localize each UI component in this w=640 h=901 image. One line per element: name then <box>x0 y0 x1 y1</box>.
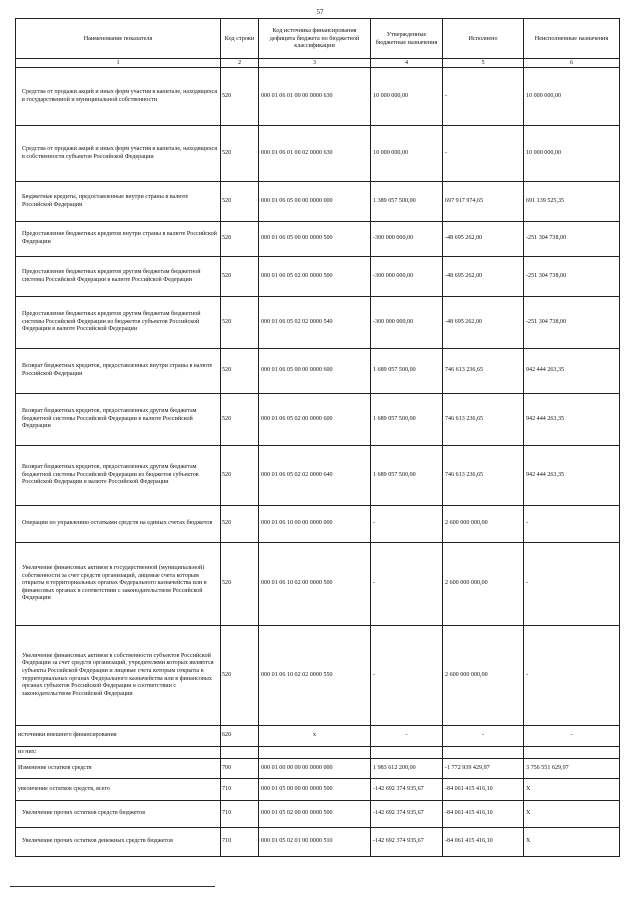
row-unexecuted: - <box>524 726 620 747</box>
row-name: Предоставление бюджетных кредитов другим бюджетам бюджетной системы Российской Федерации из бюджетов субъектов Российской Федерации в валюте Российской Федерации <box>16 297 221 349</box>
row-source-code: 000 01 05 00 00 00 0000 500 <box>259 779 371 801</box>
row-line-code: 520 <box>221 222 259 257</box>
table-row <box>16 626 620 726</box>
row-source-code: 000 01 06 05 02 02 0000 540 <box>259 297 371 349</box>
column-number: 3 <box>259 59 371 68</box>
table-row <box>16 257 620 297</box>
row-source-code: x <box>259 726 371 747</box>
row-approved: -142 692 374 935,67 <box>371 779 443 801</box>
row-source-code: 000 01 06 10 00 00 0000 000 <box>259 506 371 543</box>
budget-execution-table <box>15 18 620 857</box>
row-name: увеличение остатков средств, всего <box>16 779 221 801</box>
row-source-code: 000 01 06 01 00 00 0000 630 <box>259 68 371 126</box>
table-row <box>16 506 620 543</box>
row-line-code: 710 <box>221 779 259 801</box>
row-executed: - <box>443 126 524 182</box>
column-number: 1 <box>16 59 221 68</box>
row-name: Возврат бюджетных кредитов, предоставленных другим бюджетам бюджетной системы Российской Федерации в валюте Российской Федерации <box>16 394 221 446</box>
row-unexecuted: X <box>524 828 620 857</box>
column-number: 2 <box>221 59 259 68</box>
footer-rule <box>10 886 215 887</box>
row-approved: - <box>371 543 443 626</box>
row-name: Операции по управлению остатками средств на единых счетах бюджетов <box>16 506 221 543</box>
row-source-code: 000 01 06 05 00 00 0000 500 <box>259 222 371 257</box>
row-unexecuted: X <box>524 801 620 828</box>
row-line-code: 520 <box>221 68 259 126</box>
header-line-code: Код строки <box>221 19 259 59</box>
row-line-code: 520 <box>221 446 259 506</box>
row-name: Увеличение финансовых активов в собственности субъектов Российской Федерации за счет средств организаций, учредителями которых являются субъекты Российской Федерации и лицевые счета которым открыты в территориальных органах Федерального казначейства или в финансовых органах субъектов Российской Федерации в соответствии с законодательством Российской Федерации <box>16 626 221 726</box>
row-approved: 1 689 057 500,00 <box>371 446 443 506</box>
row-name: Увеличение прочих остатков денежных средств бюджетов <box>16 828 221 857</box>
row-source-code: 000 01 06 10 02 02 0000 550 <box>259 626 371 726</box>
table-row <box>16 126 620 182</box>
row-unexecuted: 691 139 525,35 <box>524 182 620 222</box>
row-line-code: 620 <box>221 726 259 747</box>
row-line-code: 520 <box>221 543 259 626</box>
row-line-code: 520 <box>221 506 259 543</box>
row-source-code: 000 01 06 05 00 00 0000 000 <box>259 182 371 222</box>
row-executed: - <box>443 68 524 126</box>
table-row <box>16 801 620 828</box>
row-line-code: 710 <box>221 801 259 828</box>
row-unexecuted: X <box>524 779 620 801</box>
row-unexecuted: 942 444 263,35 <box>524 349 620 394</box>
row-executed: -84 061 415 416,10 <box>443 779 524 801</box>
row-executed: -1 772 939 429,97 <box>443 759 524 779</box>
row-unexecuted: 10 000 000,00 <box>524 68 620 126</box>
row-executed: 746 613 236,65 <box>443 349 524 394</box>
row-approved: 1 389 057 500,00 <box>371 182 443 222</box>
row-line-code: 520 <box>221 297 259 349</box>
row-executed: 746 613 236,65 <box>443 394 524 446</box>
row-line-code: 520 <box>221 394 259 446</box>
row-name: источники внешнего финансирования <box>16 726 221 747</box>
row-name: Увеличение прочих остатков средств бюджетов <box>16 801 221 828</box>
row-name: Бюджетные кредиты, предоставленные внутри страны в валюте Российской Федерации <box>16 182 221 222</box>
row-executed: -48 695 262,00 <box>443 297 524 349</box>
row-source-code: 000 01 06 05 02 02 0000 640 <box>259 446 371 506</box>
row-unexecuted: - <box>524 626 620 726</box>
table-row <box>16 747 620 759</box>
row-source-code: 000 01 06 01 00 02 0000 630 <box>259 126 371 182</box>
page-number: 57 <box>316 8 324 16</box>
table-row <box>16 182 620 222</box>
row-executed: 746 613 236,65 <box>443 446 524 506</box>
row-executed: -48 695 262,00 <box>443 257 524 297</box>
row-unexecuted: 3 756 551 629,97 <box>524 759 620 779</box>
column-number: 6 <box>524 59 620 68</box>
row-executed: 2 600 000 000,00 <box>443 626 524 726</box>
header-name: Наименование показателя <box>16 19 221 59</box>
table-row <box>16 779 620 801</box>
row-unexecuted: 10 000 000,00 <box>524 126 620 182</box>
row-name: из них: <box>16 747 221 759</box>
table-row <box>16 726 620 747</box>
row-executed: 2 600 000 000,00 <box>443 506 524 543</box>
row-unexecuted: -251 304 738,00 <box>524 257 620 297</box>
row-executed: -84 061 415 416,10 <box>443 801 524 828</box>
row-source-code: 000 01 05 02 01 00 0000 510 <box>259 828 371 857</box>
row-approved: 1 689 057 500,00 <box>371 349 443 394</box>
row-line-code: 710 <box>221 828 259 857</box>
row-source-code: 000 01 06 05 02 00 0000 600 <box>259 394 371 446</box>
row-executed <box>443 747 524 759</box>
table-row <box>16 543 620 626</box>
table-row <box>16 759 620 779</box>
row-line-code: 520 <box>221 349 259 394</box>
row-name: Возврат бюджетных кредитов, предоставленных внутри страны в валюте Российской Федерации <box>16 349 221 394</box>
row-unexecuted: - <box>524 543 620 626</box>
column-number-row <box>16 59 620 68</box>
row-line-code: 520 <box>221 257 259 297</box>
row-approved: -142 692 374 935,67 <box>371 828 443 857</box>
row-unexecuted: -251 304 738,00 <box>524 297 620 349</box>
row-source-code <box>259 747 371 759</box>
row-executed: - <box>443 726 524 747</box>
header-row <box>16 19 620 59</box>
row-source-code: 000 01 00 00 00 00 0000 000 <box>259 759 371 779</box>
row-unexecuted: 942 444 263,35 <box>524 394 620 446</box>
row-name: Увеличение финансовых активов в государственной (муниципальной) собственности за счет средств организаций, лицевые счета которым открыты в территориальных органах Федерального казначейства или в финансовых органах в соответствии с законодательством Российской Федерации <box>16 543 221 626</box>
row-line-code: 700 <box>221 759 259 779</box>
header-approved: Утвержденные бюджетные назначения <box>371 19 443 59</box>
table-row <box>16 394 620 446</box>
row-name: Возврат бюджетных кредитов, предоставленных другим бюджетам бюджетной системы Российской Федерации из бюджетов субъектов Российской Федерации в валюте Российской Федерации <box>16 446 221 506</box>
row-approved: - <box>371 626 443 726</box>
row-unexecuted: 942 444 263,35 <box>524 446 620 506</box>
row-approved <box>371 747 443 759</box>
table-row <box>16 222 620 257</box>
row-executed: -48 695 262,00 <box>443 222 524 257</box>
row-name: Предоставление бюджетных кредитов внутри страны в валюте Российской Федерации <box>16 222 221 257</box>
row-source-code: 000 01 05 02 00 00 0000 500 <box>259 801 371 828</box>
row-line-code: 520 <box>221 182 259 222</box>
row-approved: 1 983 612 200,00 <box>371 759 443 779</box>
row-approved: - <box>371 506 443 543</box>
row-executed: -84 061 415 416,10 <box>443 828 524 857</box>
row-line-code <box>221 747 259 759</box>
row-executed: 697 917 974,65 <box>443 182 524 222</box>
row-approved: -300 000 000,00 <box>371 222 443 257</box>
row-approved: 10 000 000,00 <box>371 126 443 182</box>
row-source-code: 000 01 06 05 02 00 0000 500 <box>259 257 371 297</box>
row-line-code: 520 <box>221 626 259 726</box>
row-approved: -300 000 000,00 <box>371 257 443 297</box>
row-approved: 10 000 000,00 <box>371 68 443 126</box>
row-name: Средства от продажи акций и иных форм участия в капитале, находящихся в государственной и муниципальной собственности <box>16 68 221 126</box>
row-approved: -300 000 000,00 <box>371 297 443 349</box>
row-unexecuted <box>524 747 620 759</box>
row-approved: - <box>371 726 443 747</box>
row-executed: 2 600 000 000,00 <box>443 543 524 626</box>
row-line-code: 520 <box>221 126 259 182</box>
table-row <box>16 68 620 126</box>
header-source-code: Код источника финансирования дефицита бюджета по бюджетной классификации <box>259 19 371 59</box>
row-unexecuted: - <box>524 506 620 543</box>
row-name: Изменение остатков средств <box>16 759 221 779</box>
row-source-code: 000 01 06 10 02 00 0000 500 <box>259 543 371 626</box>
row-source-code: 000 01 06 05 00 00 0000 600 <box>259 349 371 394</box>
row-name: Предоставление бюджетных кредитов другим бюджетам бюджетной системы Российской Федерации в валюте Российской Федерации <box>16 257 221 297</box>
table-row <box>16 446 620 506</box>
row-approved: -142 692 374 935,67 <box>371 801 443 828</box>
header-unexecuted: Неисполненные назначения <box>524 19 620 59</box>
table-row <box>16 349 620 394</box>
header-executed: Исполнено <box>443 19 524 59</box>
row-unexecuted: -251 304 738,00 <box>524 222 620 257</box>
table-row <box>16 297 620 349</box>
row-name: Средства от продажи акций и иных форм участия в капитале, находящихся в собственности субъектов Российской Федерации <box>16 126 221 182</box>
column-number: 5 <box>443 59 524 68</box>
row-approved: 1 689 057 500,00 <box>371 394 443 446</box>
column-number: 4 <box>371 59 443 68</box>
table-row <box>16 828 620 857</box>
